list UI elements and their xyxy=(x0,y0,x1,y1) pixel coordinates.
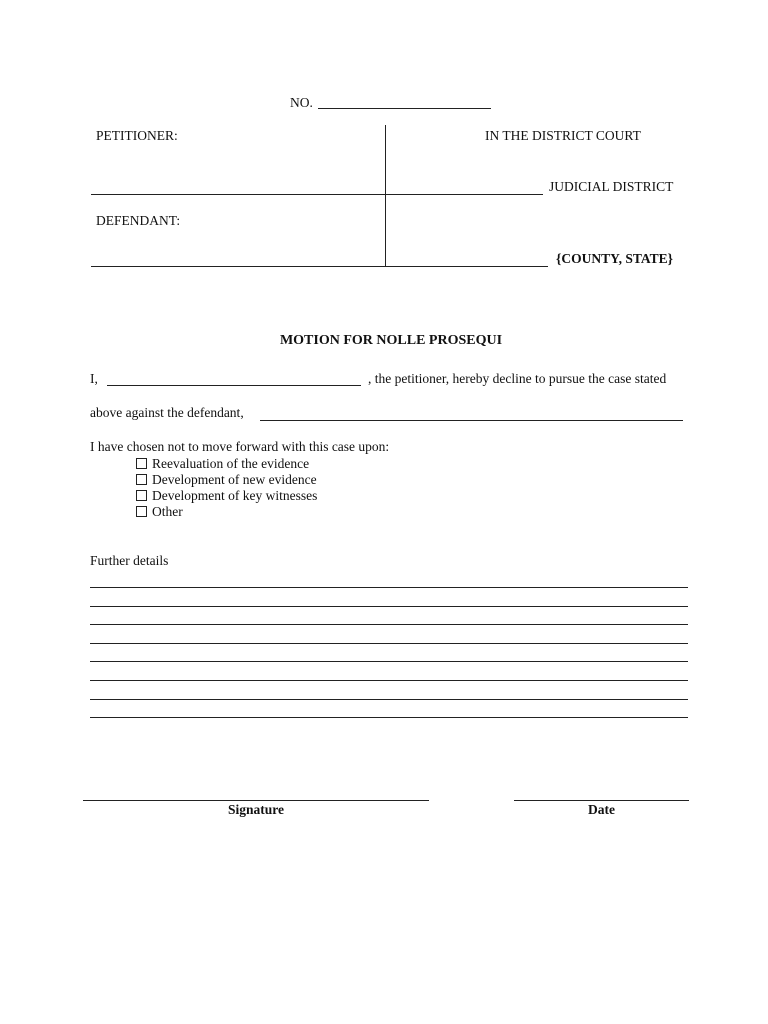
reason-label: Reevaluation of the evidence xyxy=(152,456,310,471)
reason-label: Development of key witnesses xyxy=(152,488,318,503)
statement-line2-prefix: above against the defendant, xyxy=(90,405,244,420)
reason-option[interactable] xyxy=(136,504,317,520)
page-title: MOTION FOR NOLLE PROSEQUI xyxy=(279,333,503,348)
judicial-district-label: JUDICIAL DISTRICT xyxy=(549,179,674,194)
caption-divider xyxy=(385,125,386,267)
date-line[interactable] xyxy=(514,800,689,801)
details-line[interactable] xyxy=(90,624,688,625)
details-line[interactable] xyxy=(90,699,688,700)
reasons-intro: I have chosen not to move forward with this case upon: xyxy=(90,439,390,454)
reason-label: Development of new evidence xyxy=(152,472,317,487)
reason-label: Other xyxy=(152,504,183,519)
details-line[interactable] xyxy=(90,587,688,588)
petitioner-statement-field[interactable] xyxy=(107,385,361,386)
county-state-label: {COUNTY, STATE} xyxy=(556,251,673,266)
checkbox[interactable] xyxy=(136,506,147,517)
details-line[interactable] xyxy=(90,661,688,662)
checkbox[interactable] xyxy=(136,490,147,501)
defendant-statement-field[interactable] xyxy=(260,420,683,421)
reasons-list xyxy=(136,456,317,520)
details-line[interactable] xyxy=(90,680,688,681)
details-line[interactable] xyxy=(90,606,688,607)
reason-option[interactable] xyxy=(136,488,317,504)
county-field[interactable] xyxy=(385,266,548,267)
further-details-label: Further details xyxy=(90,553,169,568)
date-label: Date xyxy=(588,802,615,817)
defendant-name-field[interactable] xyxy=(91,266,385,267)
reason-option[interactable] xyxy=(136,472,317,488)
petitioner-label: PETITIONER: xyxy=(96,128,178,143)
signature-label: Signature xyxy=(227,802,284,817)
case-number-field[interactable] xyxy=(318,108,491,109)
checkbox[interactable] xyxy=(136,458,147,469)
statement-prefix: I, xyxy=(90,371,98,386)
reason-option[interactable] xyxy=(136,456,317,472)
court-label: IN THE DISTRICT COURT xyxy=(485,128,641,143)
petitioner-name-field[interactable] xyxy=(91,194,385,195)
signature-line[interactable] xyxy=(83,800,429,801)
checkbox[interactable] xyxy=(136,474,147,485)
statement-suffix: , the petitioner, hereby decline to pursue the case stated xyxy=(368,371,667,386)
judicial-district-field[interactable] xyxy=(385,194,543,195)
details-line[interactable] xyxy=(90,643,688,644)
defendant-label: DEFENDANT: xyxy=(96,213,181,228)
case-number-label: NO. xyxy=(290,95,313,110)
details-line[interactable] xyxy=(90,717,688,718)
